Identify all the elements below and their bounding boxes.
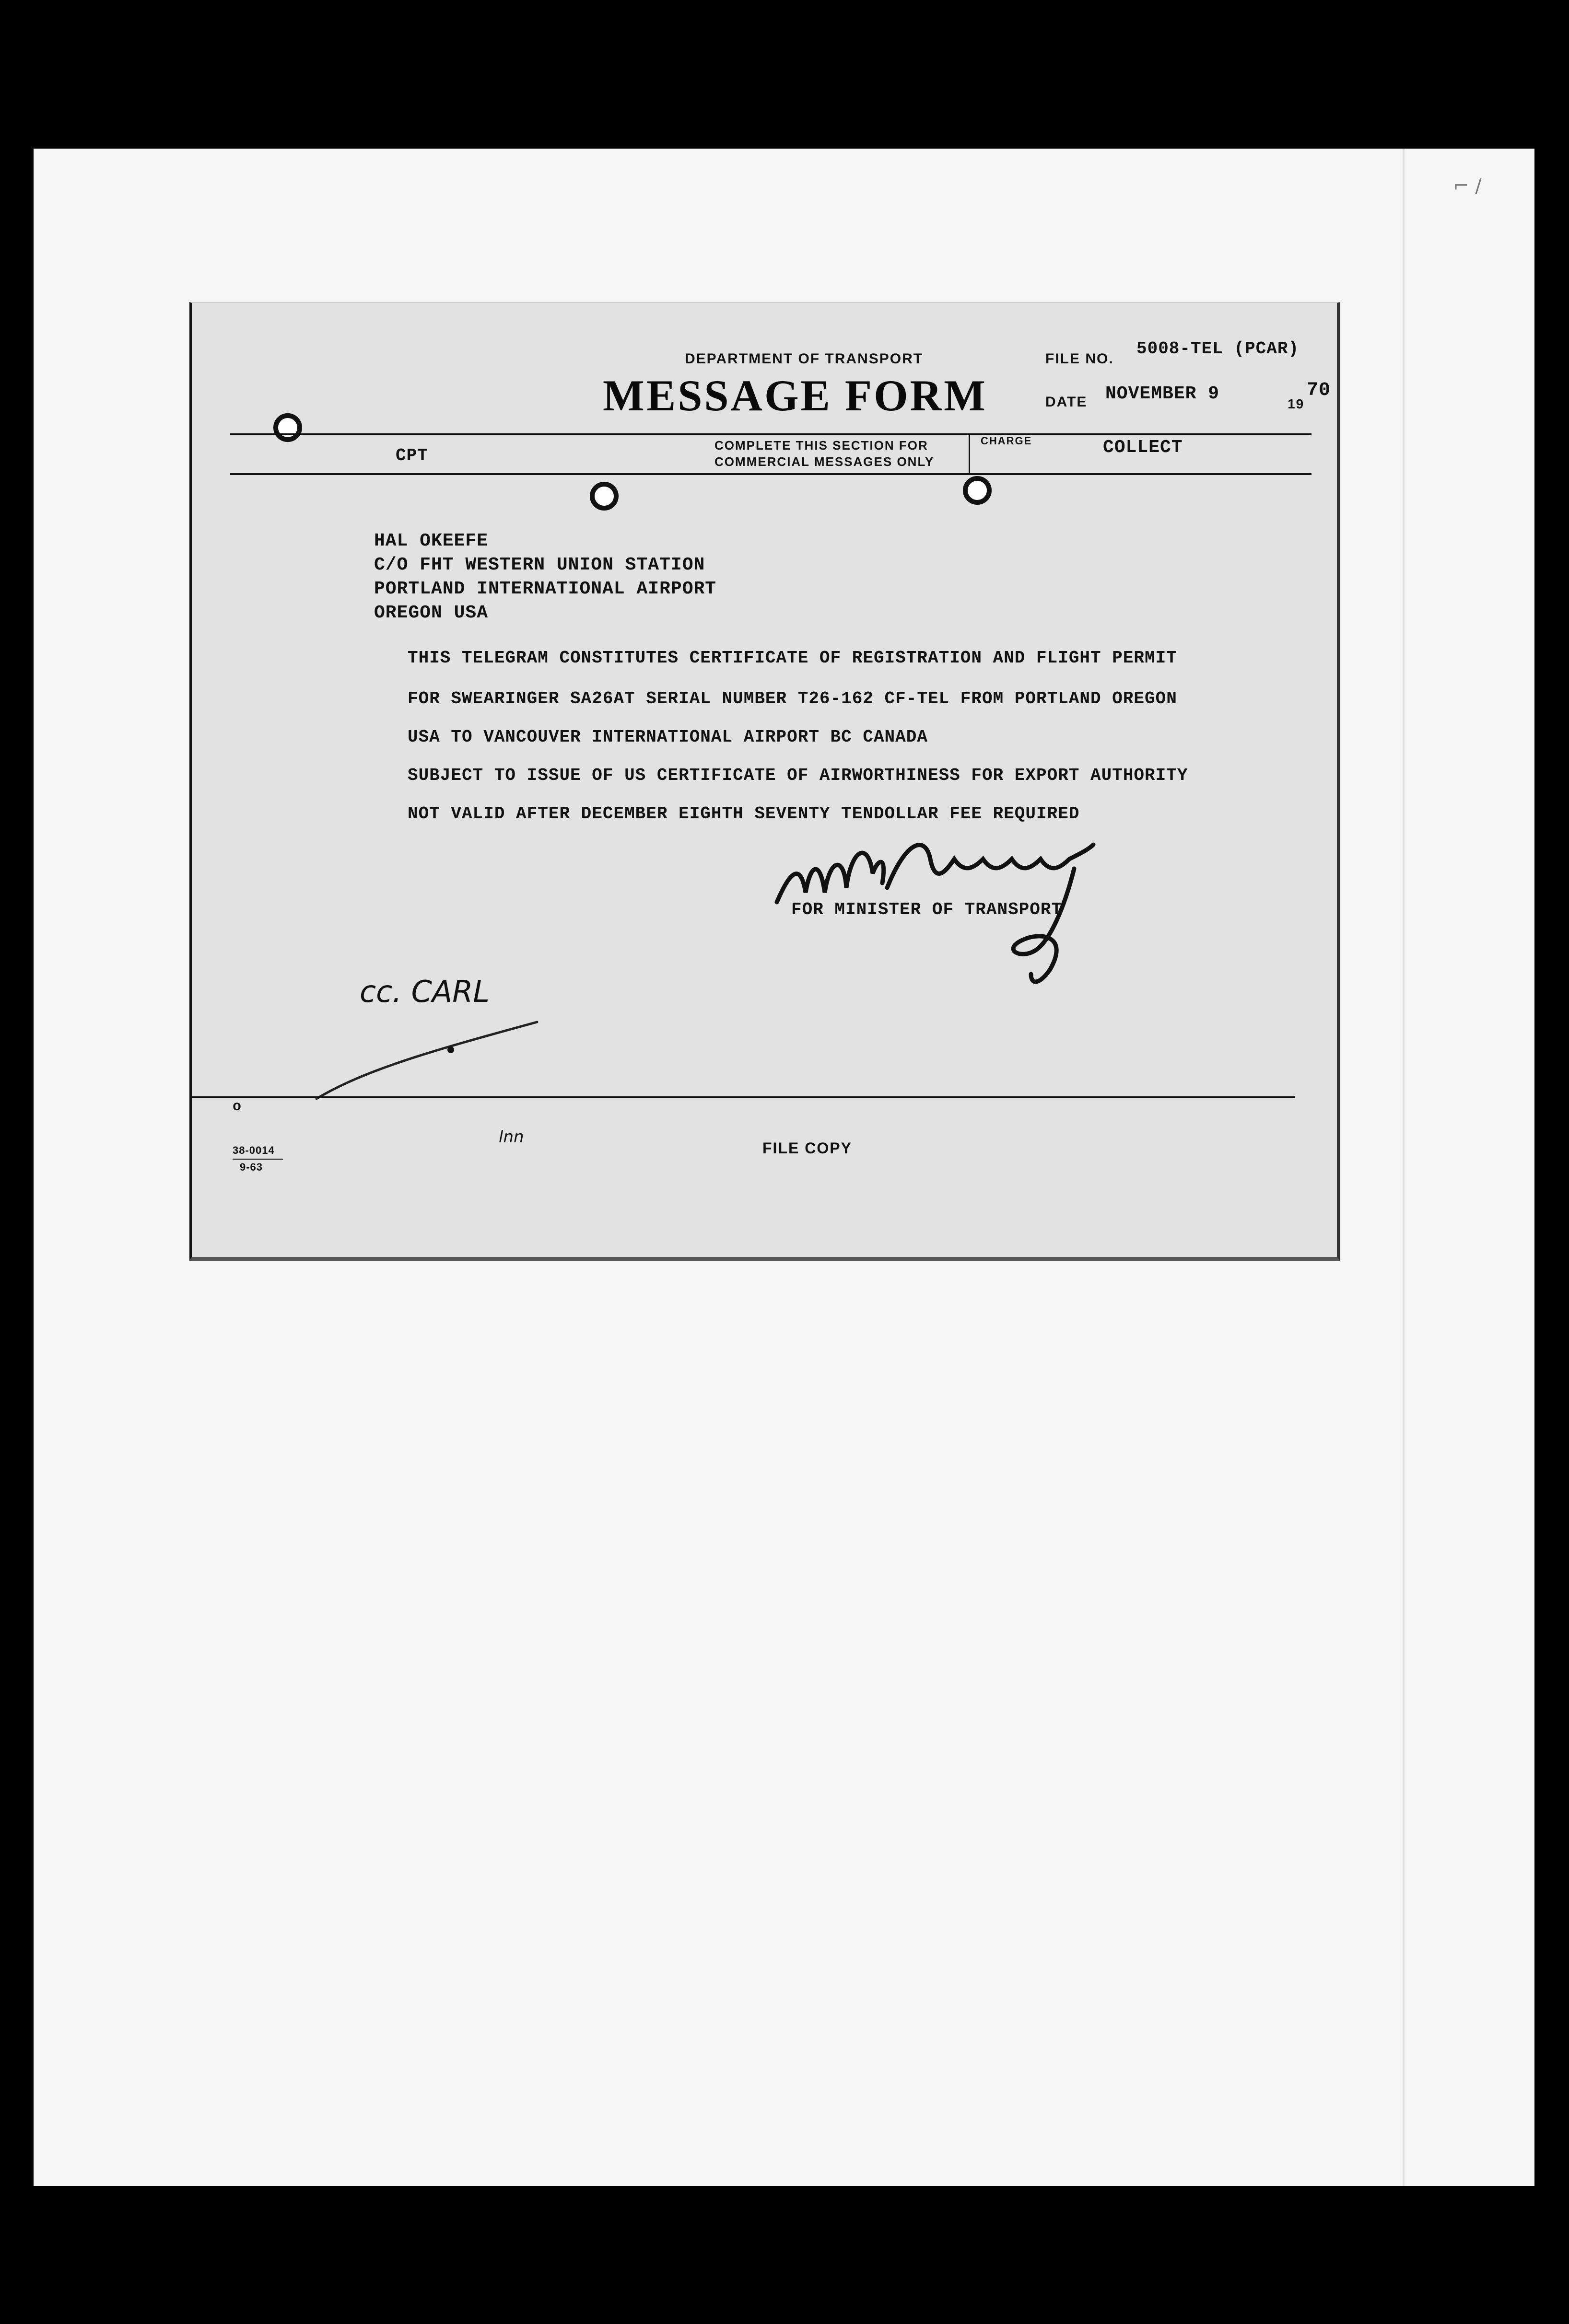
message-form xyxy=(189,302,1340,1261)
cc-note: cc. CARL xyxy=(360,974,490,1009)
commercial-note-line2: COMMERCIAL MESSAGES ONLY xyxy=(714,454,935,469)
year-prefix: 19 xyxy=(1288,396,1305,411)
year-suffix: 70 xyxy=(1307,380,1331,401)
date-value: NOVEMBER 9 xyxy=(1105,383,1220,404)
footer-rule xyxy=(192,1096,1295,1098)
charge-value: COLLECT xyxy=(1103,437,1183,458)
department-label: DEPARTMENT OF TRANSPORT xyxy=(685,351,924,367)
office-code: CPT xyxy=(396,446,428,465)
file-no-label: FILE NO. xyxy=(1045,351,1114,367)
address-line-4: OREGON USA xyxy=(374,603,489,623)
address-line-2: C/O FHT WESTERN UNION STATION xyxy=(374,555,705,575)
punch-hole-header-a xyxy=(590,482,619,511)
header-rule-top xyxy=(230,433,1311,435)
page-fold-edge xyxy=(1403,149,1405,2186)
initials-mark: lnn xyxy=(499,1127,524,1147)
signature-caption: FOR MINISTER OF TRANSPORT xyxy=(791,900,1063,919)
form-number-line2: 9-63 xyxy=(240,1161,263,1173)
body-line-3: USA TO VANCOUVER INTERNATIONAL AIRPORT BC CANADA xyxy=(408,727,928,747)
address-line-3: PORTLAND INTERNATIONAL AIRPORT xyxy=(374,579,717,599)
charge-divider xyxy=(969,433,970,474)
body-line-1: THIS TELEGRAM CONSTITUTES CERTIFICATE OF REGISTRATION AND FLIGHT PERMIT xyxy=(408,648,1177,668)
stray-ink-mark xyxy=(307,1012,547,1108)
header-rule-bottom xyxy=(230,473,1311,475)
form-number-rule xyxy=(233,1159,283,1160)
file-no-value: 5008-TEL (PCAR) xyxy=(1136,339,1300,359)
commercial-note-line1: COMPLETE THIS SECTION FOR xyxy=(714,438,928,453)
punch-hole-left xyxy=(273,413,302,442)
corner-scribble: ⌐ ∕ xyxy=(1453,175,1482,197)
form-title: MESSAGE FORM xyxy=(603,371,987,420)
body-line-2: FOR SWEARINGER SA26AT SERIAL NUMBER T26-162 CF-TEL FROM PORTLAND OREGON xyxy=(408,689,1177,709)
punch-hole-header-b xyxy=(963,476,992,505)
bottom-mark: o xyxy=(233,1099,242,1115)
file-copy-label: FILE COPY xyxy=(762,1139,852,1157)
charge-label: CHARGE xyxy=(981,435,1032,447)
body-line-5: NOT VALID AFTER DECEMBER EIGHTH SEVENTY TENDOLLAR FEE REQUIRED xyxy=(408,804,1080,824)
address-line-1: HAL OKEEFE xyxy=(374,531,489,551)
body-line-4: SUBJECT TO ISSUE OF US CERTIFICATE OF AIRWORTHINESS FOR EXPORT AUTHORITY xyxy=(408,766,1188,785)
date-label: DATE xyxy=(1045,394,1088,410)
form-number-line1: 38-0014 xyxy=(233,1144,275,1156)
